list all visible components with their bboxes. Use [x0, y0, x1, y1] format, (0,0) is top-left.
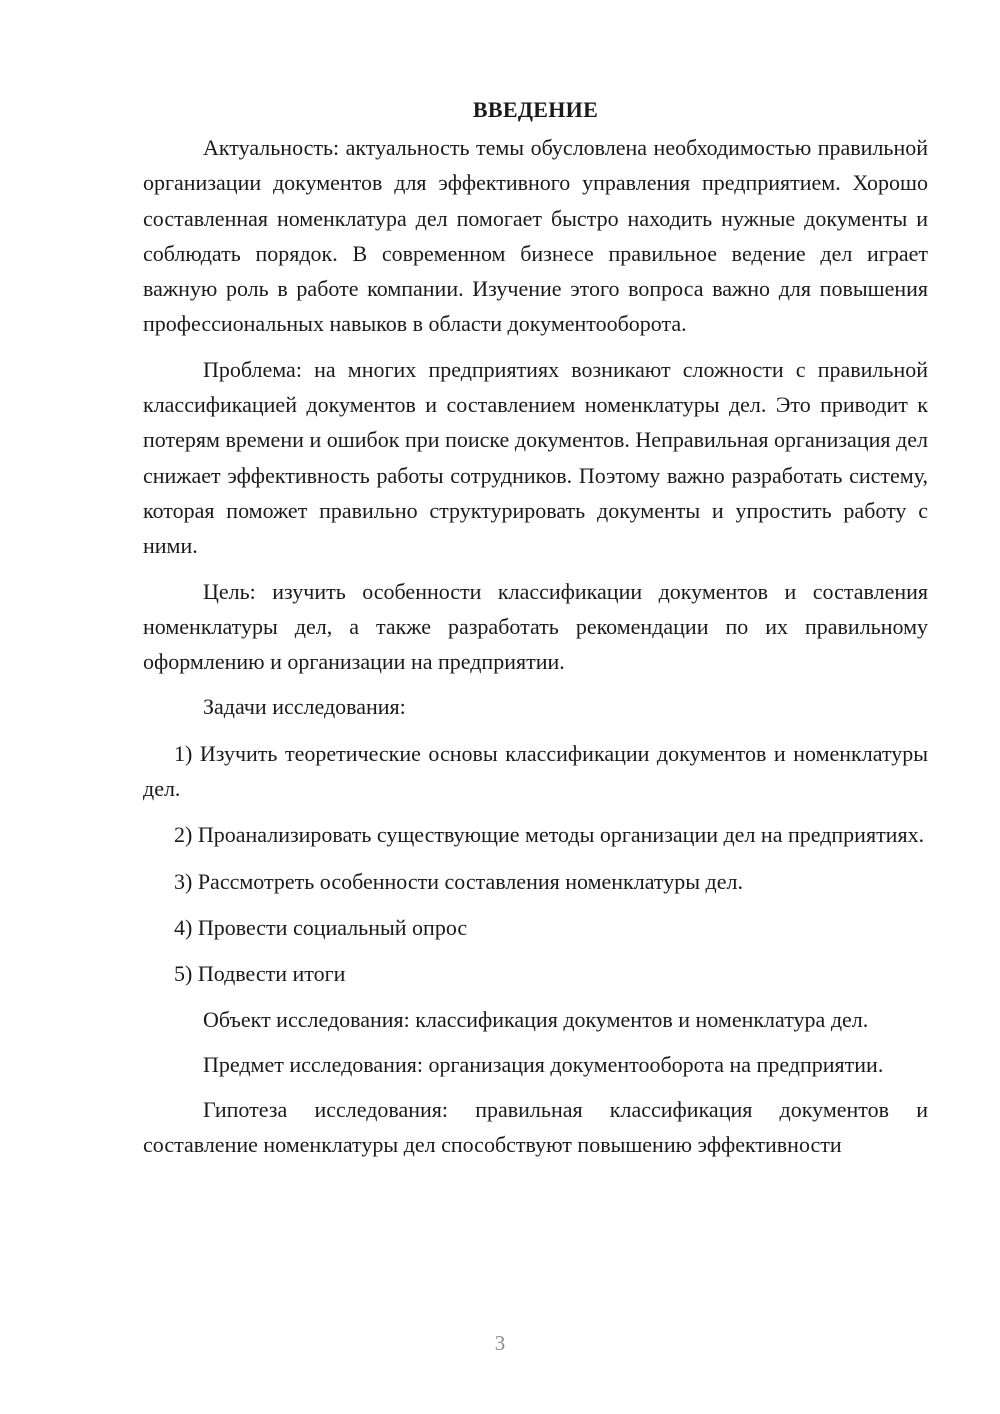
- task-item-1: 1) Изучить теоретические основы классификации документов и номенклатуры дел.: [143, 740, 928, 802]
- paragraph-tasks-heading: Задачи исследования:: [203, 694, 406, 720]
- document-page: [143, 92, 928, 1163]
- task-item-5: 5) Подвести итоги: [174, 961, 346, 987]
- page-number: 3: [494, 1331, 506, 1355]
- task-item-2: 2) Проанализировать существующие методы организации дел на предприятиях.: [174, 822, 925, 848]
- paragraph-problem: Проблема: на многих предприятиях возникают сложности с правильной классификацией документов и составлением номенклатуры дел. Это приводит к потерям времени и ошибок при поиске документов. Неправильная организация дел снижает эффективность работы сотрудников. Поэтому важно разработать систему, которая поможет правильно структурировать документы и упростить работу с ними.: [143, 356, 928, 559]
- task-item-3: 3) Рассмотреть особенности составления номенклатуры дел.: [174, 868, 743, 894]
- paragraph-subject: Предмет исследования: организация документооборота на предприятии.: [203, 1051, 884, 1077]
- paragraph-relevance: Актуальность: актуальность темы обусловлена необходимостью правильной организации документов для эффективного управления предприятием. Хорошо составленная номенклатура дел помогает быстро находить нужные документы и соблюдать порядок. В современном бизнесе правильное ведение дел играет важную роль в работе компании. Изучение этого вопроса важно для повышения профессиональных навыков в области документооборота.: [143, 135, 928, 337]
- paragraph-object: Объект исследования: классификация документов и номенклатура дел.: [203, 1006, 869, 1032]
- paragraph-goal: Цель: изучить особенности классификации документов и составления номенклатуры дел, а также разработать рекомендации по их правильному оформлению и организации на предприятии.: [143, 578, 928, 675]
- page-title: ВВЕДЕНИЕ: [472, 97, 599, 122]
- paragraph-hypothesis: Гипотеза исследования: правильная классификация документов и составление номенклатуры дел способствуют повышению эффективности: [143, 1097, 928, 1158]
- task-item-4: 4) Провести социальный опрос: [174, 914, 468, 940]
